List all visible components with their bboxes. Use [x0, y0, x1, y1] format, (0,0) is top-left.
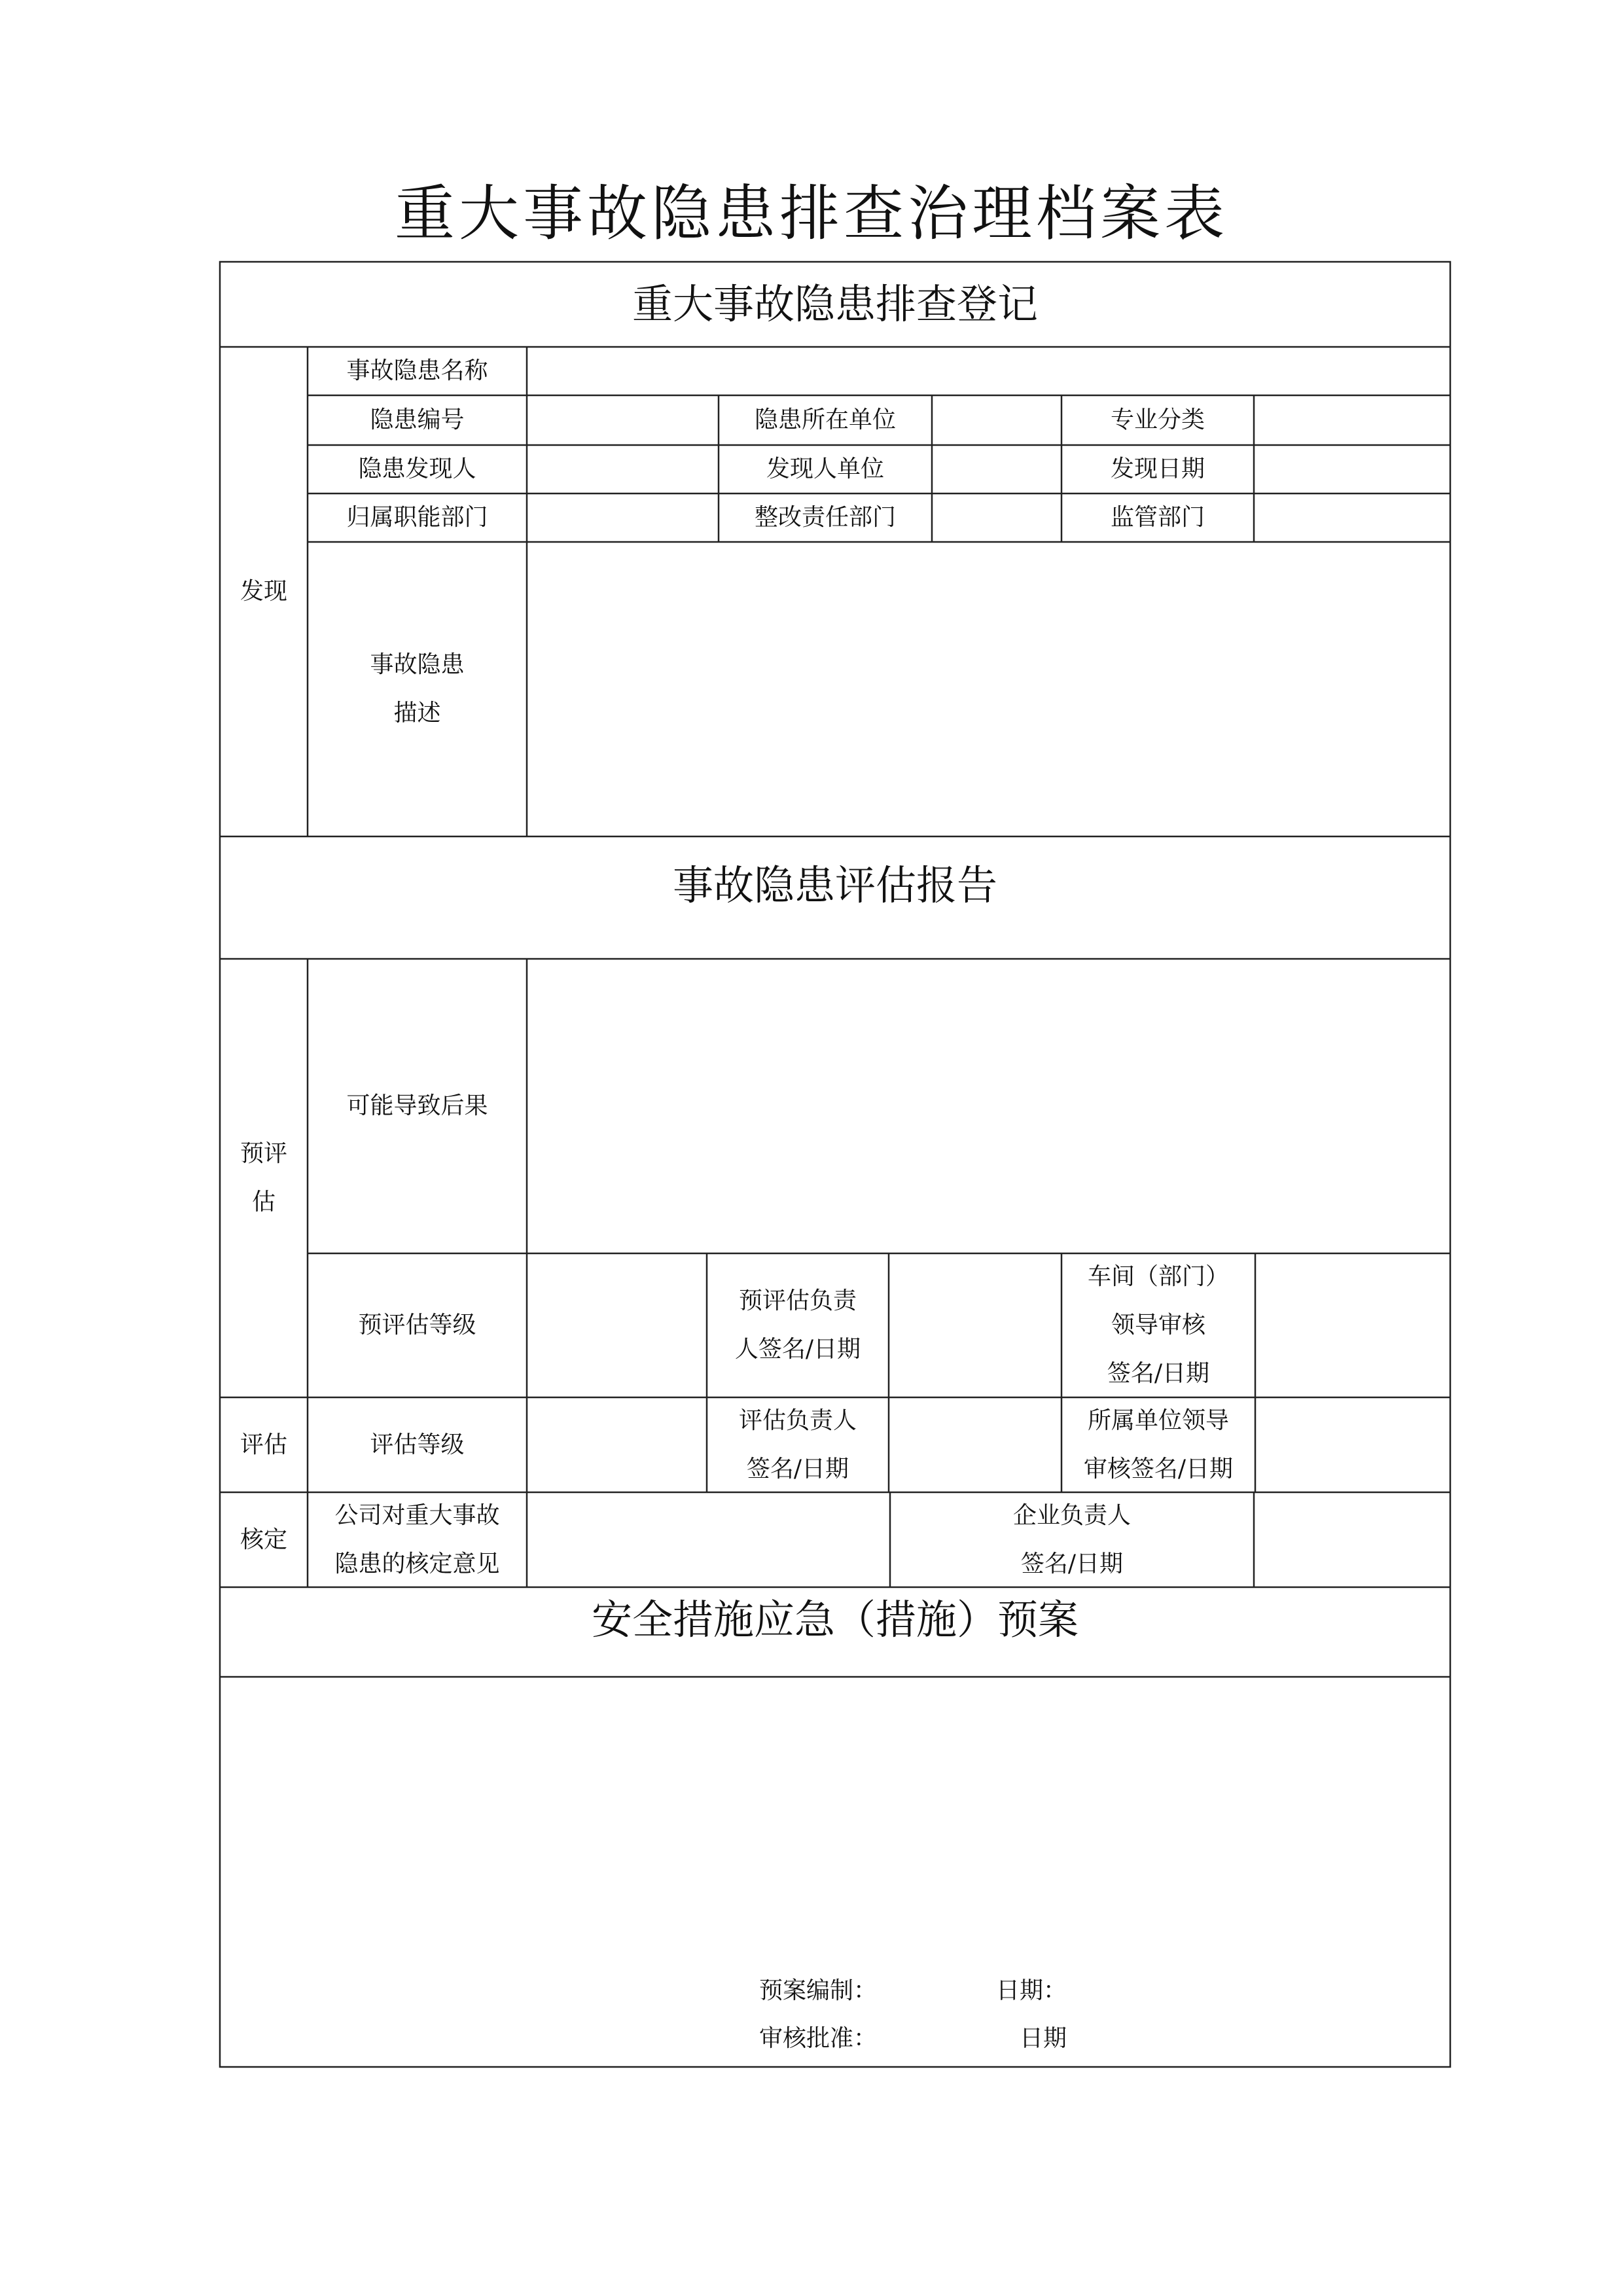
- label-workshop-review: [1061, 1253, 1255, 1397]
- field-eval-level[interactable]: [527, 1397, 707, 1492]
- label-pre-owner-sign-line2: 人签名/日期: [734, 1336, 861, 1363]
- field-consequence[interactable]: [527, 959, 1450, 1253]
- side-label-pre-assessment-line2: 估: [251, 1189, 276, 1215]
- label-enterprise-sign-line2: 签名/日期: [1020, 1550, 1124, 1577]
- label-pre-level: 预评估等级: [358, 1312, 476, 1338]
- label-enterprise-sign: [890, 1492, 1254, 1587]
- label-hazard-name: 事故隐患名称: [346, 357, 488, 384]
- field-emergency-plan[interactable]: [220, 1677, 1450, 1984]
- label-eval-level: 评估等级: [370, 1431, 465, 1458]
- field-category[interactable]: [1254, 395, 1450, 445]
- field-rectify-dept[interactable]: [932, 493, 1061, 542]
- label-category: 专业分类: [1110, 406, 1205, 433]
- document-title: 重大事故隐患排查治理档案表: [394, 179, 1228, 249]
- label-hazard-description-line2: 描述: [393, 700, 441, 726]
- section-header-registration: 重大事故隐患排查登记: [632, 280, 1038, 328]
- side-label-pre-assessment-line1: 预评: [240, 1140, 287, 1167]
- label-found-date: 发现日期: [1110, 456, 1205, 482]
- label-hazard-description: [308, 542, 527, 836]
- field-hazard-name[interactable]: [527, 347, 1450, 395]
- label-eval-owner-sign-line2: 签名/日期: [746, 1455, 849, 1482]
- field-finder[interactable]: [527, 445, 719, 493]
- label-unit-leader-review: [1061, 1397, 1255, 1492]
- field-function-dept[interactable]: [527, 493, 719, 542]
- label-approval-date: 日期: [1019, 2025, 1067, 2052]
- side-label-pre-assessment: [220, 959, 308, 1397]
- field-hazard-description[interactable]: [527, 542, 1450, 836]
- field-pre-level[interactable]: [527, 1253, 707, 1397]
- side-label-discover: 发现: [240, 578, 287, 605]
- label-workshop-review-line1: 车间（部门）: [1087, 1263, 1229, 1290]
- label-eval-owner-sign: [707, 1397, 889, 1492]
- label-company-opinion-line1: 公司对重大事故: [334, 1501, 500, 1529]
- field-found-date[interactable]: [1254, 445, 1450, 493]
- label-approval: 审核批准：: [758, 2025, 877, 2052]
- label-plan-author: 预案编制：: [758, 1977, 877, 2004]
- field-company-opinion[interactable]: [527, 1492, 890, 1587]
- section-header-emergency-plan: 安全措施应急（措施）预案: [591, 1596, 1079, 1643]
- field-unit-leader-review[interactable]: [1255, 1397, 1450, 1492]
- side-label-confirm: 核定: [240, 1526, 287, 1553]
- label-pre-owner-sign: [707, 1253, 889, 1397]
- field-supervise-dept[interactable]: [1254, 493, 1450, 542]
- label-finder-unit: 发现人单位: [766, 456, 884, 482]
- label-company-opinion: [308, 1492, 527, 1587]
- label-eval-owner-sign-line1: 评估负责人: [738, 1407, 857, 1434]
- label-hazard-description-line1: 事故隐患: [370, 651, 465, 678]
- label-unit-leader-review-line2: 审核签名/日期: [1083, 1455, 1234, 1482]
- side-label-assessment: 评估: [240, 1431, 287, 1458]
- field-enterprise-sign[interactable]: [1254, 1492, 1450, 1587]
- field-finder-unit[interactable]: [932, 445, 1061, 493]
- label-finder: 隐患发现人: [358, 456, 476, 482]
- label-function-dept: 归属职能部门: [346, 504, 488, 531]
- field-eval-owner-sign[interactable]: [889, 1397, 1061, 1492]
- label-company-opinion-line2: 隐患的核定意见: [334, 1550, 500, 1577]
- section-header-assessment: 事故隐患评估报告: [672, 861, 997, 909]
- label-plan-date: 日期：: [995, 1977, 1067, 2004]
- label-enterprise-sign-line1: 企业负责人: [1012, 1501, 1131, 1529]
- label-unit-leader-review-line1: 所属单位领导: [1087, 1407, 1229, 1434]
- field-hazard-unit[interactable]: [932, 395, 1061, 445]
- label-pre-owner-sign-line1: 预评估负责: [738, 1287, 857, 1314]
- field-hazard-no[interactable]: [527, 395, 719, 445]
- label-consequence: 可能导致后果: [346, 1092, 488, 1119]
- field-workshop-review[interactable]: [1255, 1253, 1450, 1397]
- label-rectify-dept: 整改责任部门: [754, 504, 896, 531]
- field-pre-owner-sign[interactable]: [889, 1253, 1061, 1397]
- label-supervise-dept: 监管部门: [1110, 504, 1205, 531]
- label-workshop-review-line3: 签名/日期: [1107, 1360, 1210, 1387]
- label-workshop-review-line2: 领导审核: [1111, 1312, 1205, 1338]
- label-hazard-no: 隐患编号: [370, 406, 465, 433]
- label-hazard-unit: 隐患所在单位: [754, 406, 896, 433]
